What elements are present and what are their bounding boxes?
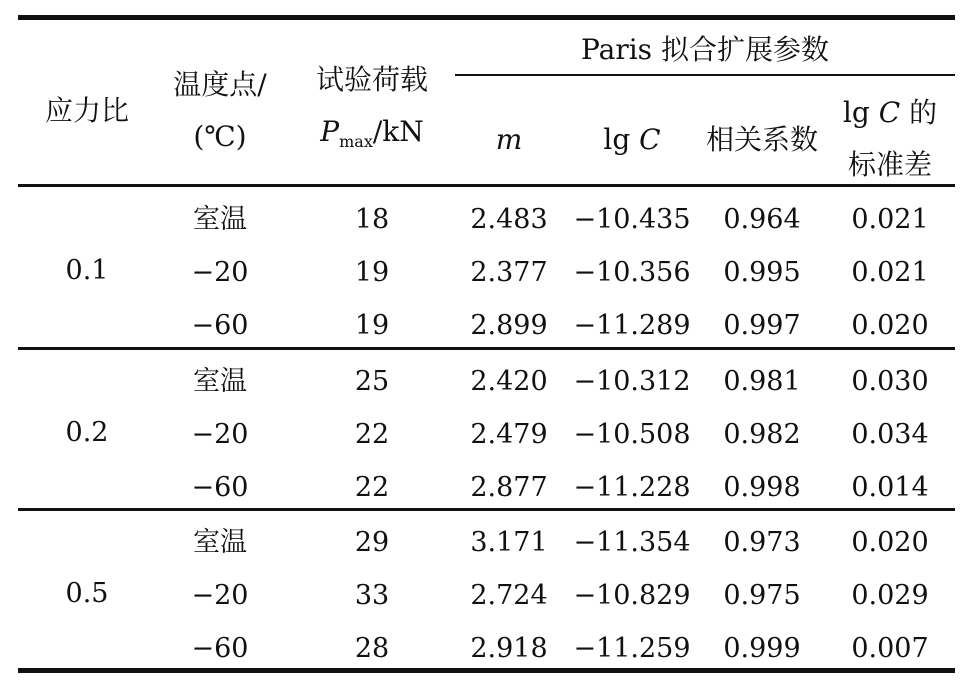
- cell-temp: −60: [191, 472, 249, 503]
- cell-lgC: −11.228: [573, 472, 691, 503]
- cell-load: 28: [354, 633, 390, 664]
- header-lgC-std: [843, 87, 937, 191]
- cell-std: 0.029: [851, 580, 929, 611]
- cell-m: 2.479: [470, 419, 548, 450]
- cell-temp: 室温: [193, 366, 247, 397]
- cell-std: 0.014: [851, 472, 929, 503]
- cell-temp: 室温: [193, 204, 247, 235]
- header-temperature-line2: (℃): [193, 120, 247, 153]
- cell-temp: −20: [191, 419, 249, 450]
- cell-load: 25: [354, 366, 390, 397]
- cell-std: 0.020: [851, 527, 929, 558]
- cell-lgC: −10.435: [573, 204, 691, 235]
- cell-std: 0.007: [851, 633, 929, 664]
- bottom-rule: [18, 668, 955, 673]
- cell-std: 0.020: [851, 310, 929, 341]
- cell-m: 2.420: [470, 366, 548, 397]
- cell-lgC: −11.354: [573, 527, 691, 558]
- cell-lgC: −10.312: [573, 366, 691, 397]
- header-stress-ratio: 应力比: [44, 94, 130, 127]
- cell-lgC: −11.289: [573, 310, 691, 341]
- cell-load: 29: [354, 527, 390, 558]
- header-lgC-std-line1: lg C 的: [842, 96, 938, 129]
- cell-lgC: −10.829: [573, 580, 691, 611]
- header-temperature: [173, 59, 266, 163]
- header-paris-group: Paris 拟合扩展参数: [581, 33, 829, 66]
- cell-load: 22: [354, 472, 390, 503]
- header-temperature-line1: 温度点/: [173, 68, 267, 101]
- cell-std: 0.021: [851, 257, 929, 288]
- group2-bottom-rule: [18, 508, 955, 511]
- cell-m: 2.483: [470, 204, 548, 235]
- cell-temp: −60: [191, 633, 249, 664]
- header-lgC-std-line2: 标准差: [847, 148, 932, 181]
- cell-corr: 0.981: [723, 366, 801, 397]
- cell-m: 2.377: [470, 257, 548, 288]
- header-test-load-line1: 试验荷载: [315, 63, 429, 96]
- stress-ratio-cell: 0.5: [65, 577, 109, 609]
- cell-corr: 0.998: [723, 472, 801, 503]
- cell-temp: −20: [191, 257, 249, 288]
- header-correlation: 相关系数: [705, 123, 819, 156]
- group1-bottom-rule: [18, 347, 955, 350]
- cell-lgC: −10.508: [573, 419, 691, 450]
- cell-temp: −20: [191, 580, 249, 611]
- cell-corr: 0.975: [723, 580, 801, 611]
- cell-corr: 0.997: [723, 310, 801, 341]
- stress-ratio-cell: 0.1: [65, 254, 109, 286]
- cell-load: 33: [354, 580, 390, 611]
- cell-corr: 0.964: [723, 204, 801, 235]
- cell-temp: 室温: [193, 527, 247, 558]
- cell-corr: 0.973: [723, 527, 801, 558]
- cell-lgC: −10.356: [573, 257, 691, 288]
- header-bottom-rule: [18, 184, 955, 187]
- cell-m: 3.171: [470, 527, 548, 558]
- cell-lgC: −11.259: [573, 633, 691, 664]
- top-rule: [18, 15, 955, 20]
- cell-load: 18: [354, 204, 390, 235]
- cell-m: 2.724: [470, 580, 548, 611]
- cell-m: 2.918: [470, 633, 548, 664]
- group-rule: [455, 74, 955, 76]
- cell-corr: 0.999: [723, 633, 801, 664]
- cell-m: 2.899: [470, 310, 548, 341]
- cell-std: 0.021: [851, 204, 929, 235]
- cell-load: 19: [354, 310, 390, 341]
- cell-load: 22: [354, 419, 390, 450]
- header-lgC: lg C: [603, 123, 661, 156]
- cell-load: 19: [354, 257, 390, 288]
- header-m: m: [495, 123, 523, 156]
- stress-ratio-cell: 0.2: [65, 416, 109, 448]
- header-test-load: [316, 54, 428, 168]
- header-test-load-line2: $P_{max}/kN$: [320, 115, 424, 151]
- cell-temp: −60: [191, 310, 249, 341]
- cell-m: 2.877: [470, 472, 548, 503]
- cell-std: 0.030: [851, 366, 929, 397]
- cell-corr: 0.982: [723, 419, 801, 450]
- cell-corr: 0.995: [723, 257, 801, 288]
- cell-std: 0.034: [851, 419, 929, 450]
